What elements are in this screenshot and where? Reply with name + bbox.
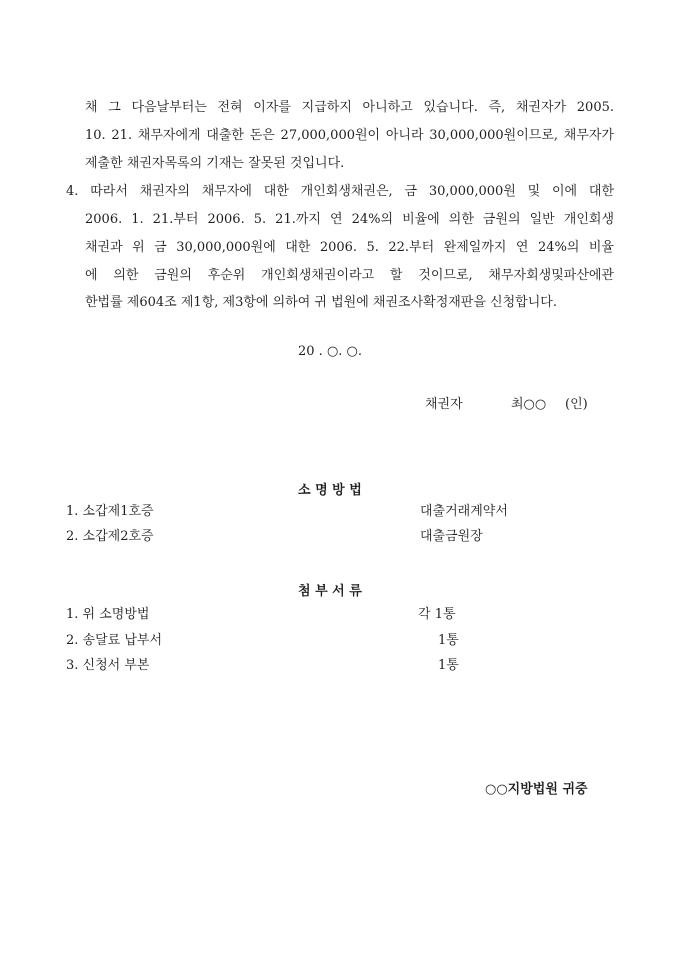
- attachment-item-count: 1통: [438, 658, 459, 673]
- body-line: 2006. 1. 21.부터 2006. 5. 21.까지 연 24%의 비율에 의한 금원의 일반 개인회생: [85, 212, 614, 227]
- evidence-item-label: 1. 소갑제1호증: [66, 504, 154, 519]
- attachments-title: 첨 부 서 류: [298, 584, 362, 599]
- attachment-item-label: 2. 송달료 납부서: [66, 633, 163, 648]
- body-line: 제출한 채권자목록의 기재는 잘못된 것입니다.: [85, 156, 345, 171]
- attachment-item-label: 3. 신청서 부본: [66, 658, 150, 673]
- body-line: 10. 21. 채무자에게 대출한 돈은 27,000,000원이 아니라 30,000,000원이므로, 채무자가: [85, 128, 614, 143]
- attachment-item-label: 1. 위 소명방법: [66, 607, 150, 622]
- court-addressee: ○○지방법원 귀중: [485, 782, 588, 797]
- filing-date: 20 . ○. ○.: [298, 344, 363, 359]
- evidence-item-value: 대출거래계약서: [420, 504, 508, 519]
- body-line: 에 의한 금원의 후순위 개인회생채권이라고 할 것이므로, 채무자회생및파산에관: [85, 268, 614, 283]
- creditor-name: 최○○: [511, 397, 547, 412]
- creditor-seal: (인): [565, 397, 588, 412]
- attachment-item-count: 1통: [438, 633, 459, 648]
- creditor-label: 채권자: [425, 397, 463, 412]
- attachment-item-count: 각 1통: [418, 607, 456, 622]
- body-line: 4. 따라서 채권자의 채무자에 대한 개인회생채권은, 금 30,000,000원 및 이에 대한: [66, 184, 614, 199]
- body-line: 채권과 위 금 30,000,000원에 대한 2006. 5. 22.부터 완제일까지 연 24%의 비율: [85, 240, 614, 255]
- body-line: 채 그 다음날부터는 전혀 이자를 지급하지 아니하고 있습니다. 즉, 채권자가 2005.: [85, 100, 614, 115]
- body-line: 한법률 제604조 제1항, 제3항에 의하여 귀 법원에 채권조사확정재판을 신청합니다.: [85, 295, 557, 310]
- evidence-item-label: 2. 소갑제2호증: [66, 529, 154, 544]
- evidence-title: 소 명 방 법: [298, 483, 362, 498]
- evidence-item-value: 대출금원장: [420, 529, 483, 544]
